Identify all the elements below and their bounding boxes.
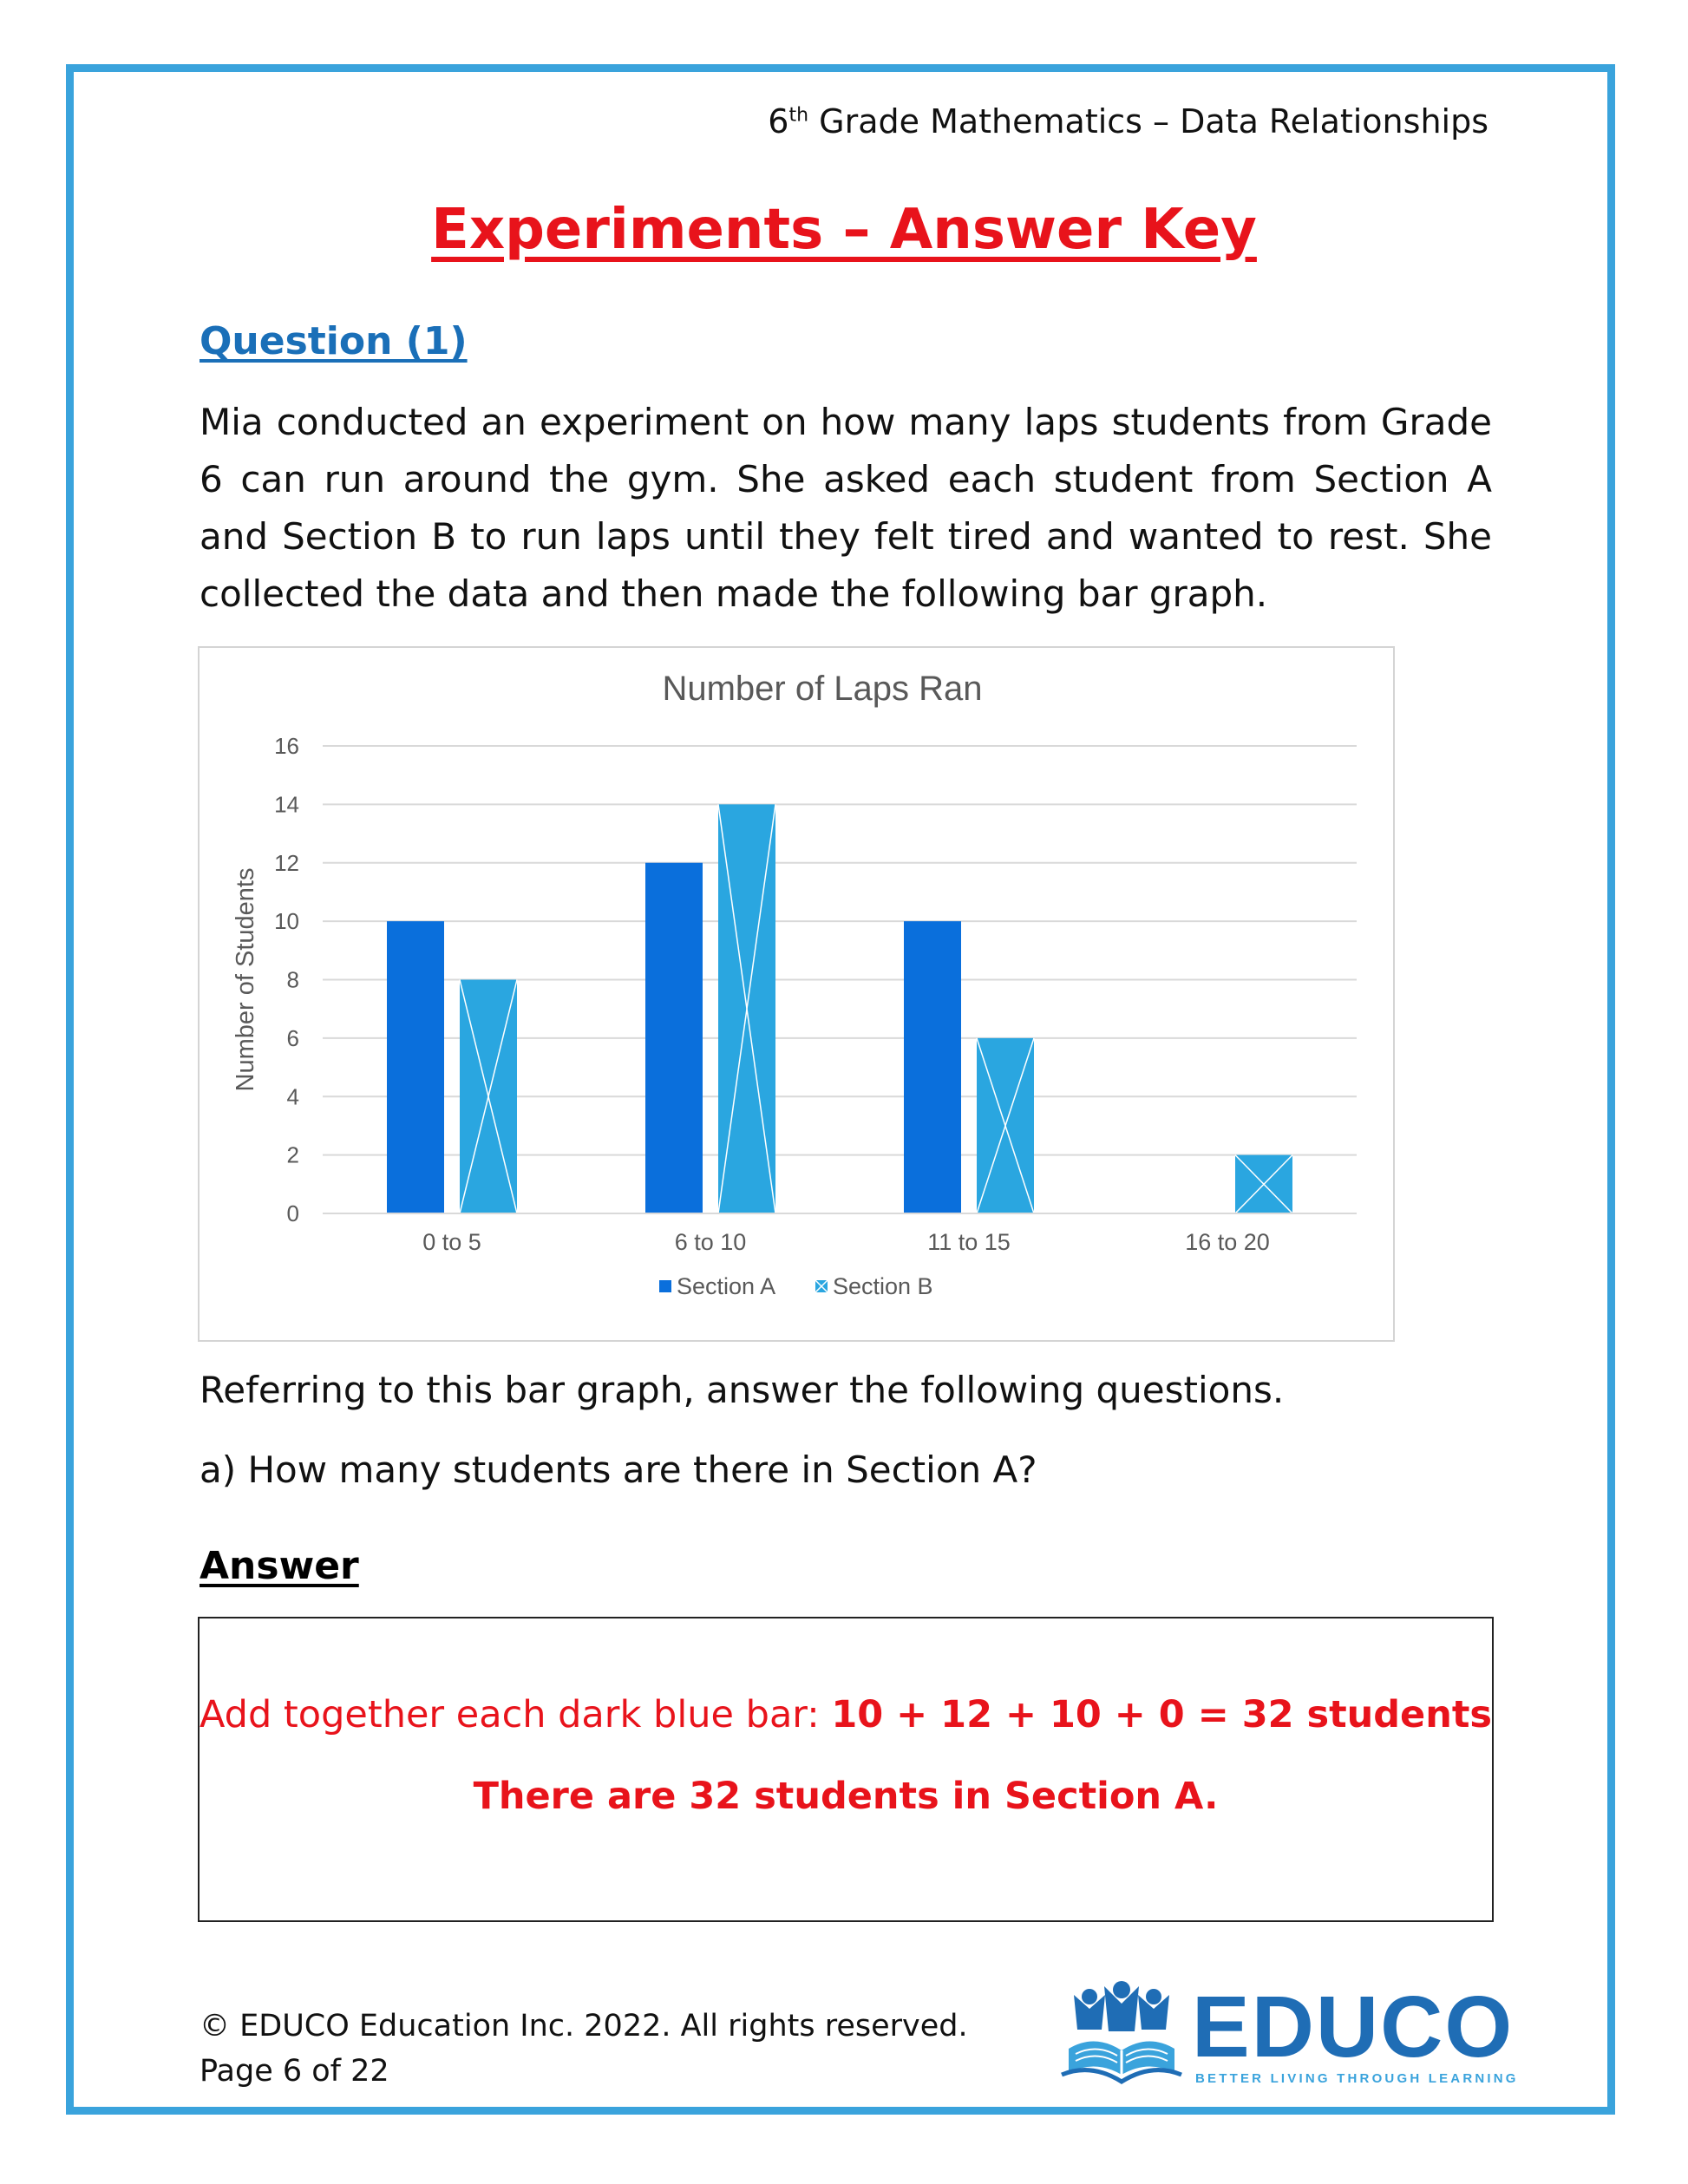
- legend-label: Section B: [833, 1273, 933, 1299]
- y-axis-label: Number of Students: [232, 867, 259, 1092]
- y-tick-label: 6: [286, 1024, 299, 1051]
- y-tick-label: 10: [274, 908, 299, 935]
- educo-logo-word: EDUCO: [1192, 1978, 1515, 2076]
- bar-section-a: [904, 921, 961, 1213]
- legend-label: Section A: [677, 1273, 776, 1299]
- footer-page-number: Page 6 of 22: [200, 2054, 389, 2089]
- answer-label: Answer: [200, 1544, 359, 1588]
- page-title: Experiments – Answer Key: [431, 198, 1257, 262]
- question-paragraph: Mia conducted an experiment on how many laps students from Grade 6 can run around the gym. She asked each student from Section A and Section B to run laps until they felt tired and wanted to rest. She collected the data and then made the following bar graph.: [200, 401, 1492, 615]
- question-prompt: Referring to this bar graph, answer the following questions.: [200, 1369, 1285, 1411]
- chart-title: Number of Laps Ran: [662, 670, 983, 708]
- bar-chart-svg: [200, 648, 1397, 1344]
- answer-conclusion: There are 32 students in Section A.: [473, 1775, 1219, 1818]
- y-tick-label: 2: [286, 1141, 299, 1168]
- answer-calculation-prefix: Add together each dark blue bar:: [200, 1693, 832, 1736]
- page-header: [768, 102, 1488, 141]
- bar-section-a: [645, 863, 703, 1213]
- y-tick-label: 4: [286, 1083, 299, 1110]
- y-tick-label: 8: [286, 966, 299, 993]
- educo-logo-tagline: BETTER LIVING THROUGH LEARNING: [1195, 2071, 1519, 2086]
- answer-calculation-math: 10 + 12 + 10 + 0 = 32 students: [831, 1693, 1492, 1736]
- subject-name: Grade Mathematics – Data Relationships: [808, 102, 1488, 141]
- footer-copyright: © EDUCO Education Inc. 2022. All rights reserved.: [200, 2009, 968, 2043]
- grade-suffix: th: [788, 104, 809, 127]
- answer-calculation: [200, 1693, 1492, 1736]
- y-tick-label: 12: [274, 849, 299, 876]
- x-tick-label: 6 to 10: [674, 1229, 747, 1255]
- y-tick-label: 0: [286, 1200, 299, 1226]
- grade-number: 6: [768, 102, 789, 141]
- question-label: Question (1): [200, 319, 468, 363]
- answer-box: [198, 1617, 1494, 1922]
- educo-logo-icon: [1057, 1979, 1187, 2092]
- x-tick-label: 0 to 5: [422, 1229, 481, 1255]
- bar-chart: [198, 646, 1395, 1342]
- x-tick-label: 16 to 20: [1185, 1229, 1270, 1255]
- x-tick-label: 11 to 15: [927, 1229, 1011, 1255]
- bar-section-a: [387, 921, 444, 1213]
- y-tick-label: 16: [274, 733, 299, 759]
- question-part-a: a) How many students are there in Section A?: [200, 1448, 1037, 1491]
- legend-swatch: [659, 1280, 671, 1292]
- y-tick-label: 14: [274, 791, 299, 818]
- educo-logo: [1057, 1978, 1519, 2092]
